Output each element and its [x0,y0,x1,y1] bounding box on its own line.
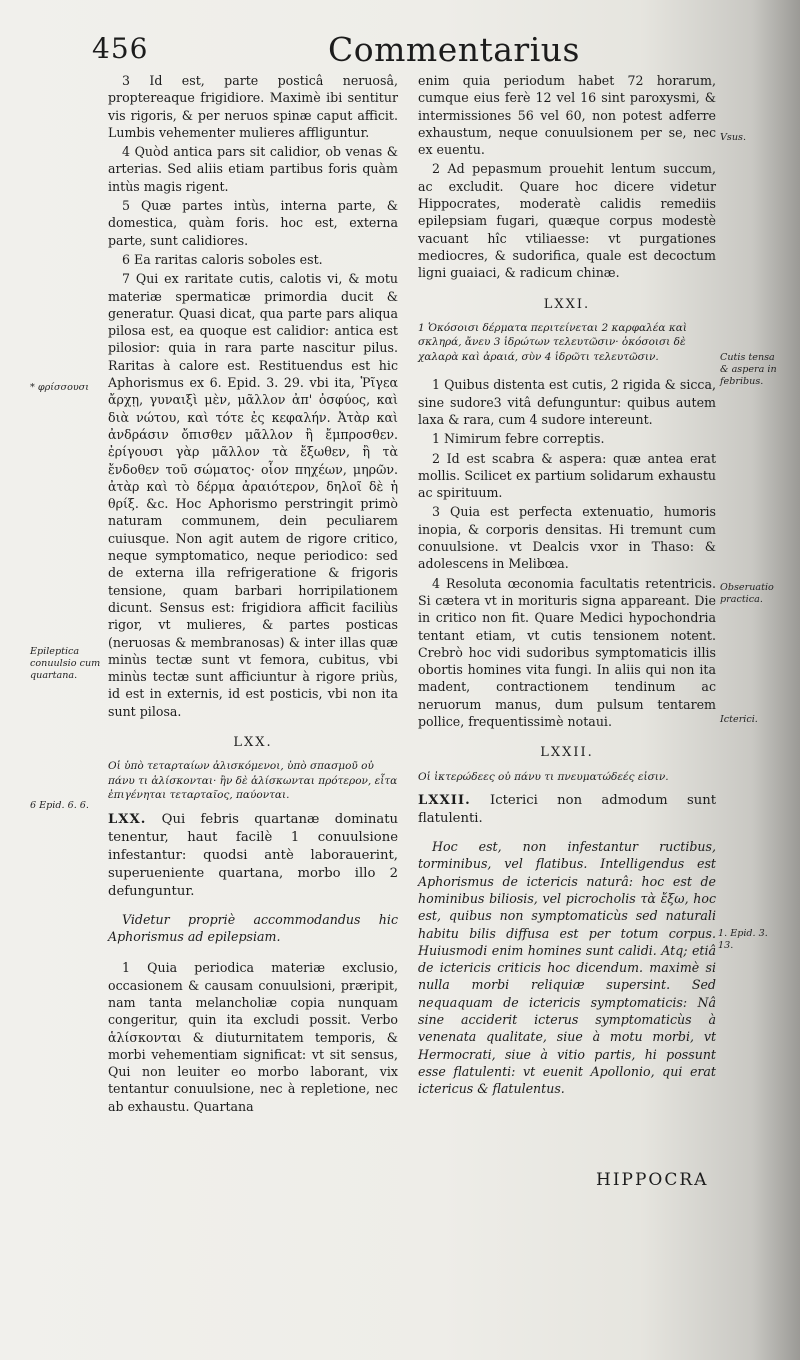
page-header [0,24,800,74]
margin-note-observatio: Obseruatio practica. [720,582,774,605]
margin-note-vsus: Vsus. [720,132,747,143]
commentary-paragraph: 1 Quibus distenta est cutis, 2 rigida & sicca, sine sudore3 vitâ defunguntur: quibus autem laxa & rara, cum 4 sudore intereunt. [418,377,716,427]
commentary-paragraph: 1 Quia periodica materiæ exclusio, occasionem & causam conuulsioni, præripit, nam tanta melancholiæ copia nunquam congeritur, quin ita excludi possit. Verbo ἁλίσκονται & diuturnitatem temporis, & morbi vehementiam significat: vt sit sensus, Qui non leuiter eo morbo laborant, vix tentantur conuulsione, nec à repletione, nec ab exhaustu. Quartana [108,960,398,1114]
running-title: Commentarius [328,30,580,69]
greek-text-lxxi: 1 Ὁκόσοισι δέρματα περιτείνεται 2 καρφαλέα καὶ σκληρά, ἄνευ 3 ἱδρώτων τελευτῶσιν· ὁκόσοισι δὲ χαλαρὰ καὶ ἀραιά, σὺν 4 ἱδρῶτι τελευτῶσιν. [418,321,687,363]
commentary-paragraph: 3 Id est, parte posticâ neruosâ, proptereaque frigidiore. Maximè ibi sentitur vis rigoris, & per neruos spinæ caput afficit. Lumbis vehementer mulieres affliguntur. [108,73,398,140]
left-column [108,72,398,1117]
greek-text-lxx: Οἱ ὑπὸ τεταρταίων ἀλισκόμενοι, ὑπὸ σπασμοῦ οὐ πάνυ τι ἁλίσκονται· ἢν δὲ ἁλίσκωνται πρότερον, εἶτα ἐπιγένηται τεταρταῖος, παύονται. [108,760,398,802]
margin-note-epid: 6 Epid. 6. 6. [30,800,89,811]
commentary-paragraph: 3 Quia est perfecta extenuatio, humoris inopia, & corporis densitas. Hi tremunt cum conuulsione. vt Dealcis vxor in Thaso: & adolescens in Melibœa. [418,504,716,572]
commentary-paragraph: 1 Nimirum febre correptis. [432,431,605,447]
margin-note-icterici: Icterici. [720,714,758,725]
aphorism-heading-lxx: LXX. [233,734,273,750]
commentary-paragraph: 2 Ad pepasmum prouehit lentum succum, ac excludit. Quare hoc dicere videtur Hippocrates, moderatè calidis remediis epilepsiam fugari, quæque corpus modestè vacuant hîc vtiliaesse: vt purgationes mediocres, & sudorifica, quale est decoctum ligni guaiaci, & radicum chinæ. [418,161,716,281]
aphorism-text: Icterici non admodum sunt flatulenti. [418,793,716,827]
aphorism-lemma-lxxii [418,792,716,828]
commentary-paragraph: 4 Resoluta œconomia facultatis retentricis. Si cætera vt in morituris signa appareant. Die in critico non fit. Quare Medici hypochondria tentant etiam, vt cutis tensionem notent. Crebrò hoc vidi sudoribus symptomaticis illis obortis homines vita fungi. In aliis qui non ita madent, contractionem tendinum ac neruorum manus, dum pulsum tentarem pollice, frequentissimè notaui. [418,575,716,729]
commentary-paragraph: 6 Ea raritas caloris soboles est. [122,251,323,267]
aphorism-number: LXX. [108,811,147,827]
commentary-paragraph: enim quia periodum habet 72 horarum, cumque eius ferè 12 vel 16 sint paroxysmi, & intermissiones 56 vel 60, non potest adferre exhaustum, neque conuulsionem per se, nec ex euentu. [418,73,716,158]
commentary-paragraph: 7 Qui ex raritate cutis, calotis vi, & motu materiæ spermaticæ primordia ducit & generatur. Quasi dicat, qua parte pars aliqua pilosa est, ea quoque est calidior: antica est pilosior: quia in rara parte nascitur pilus. Raritas à calore est. Restituendus est hic Aphorismus ex 6. Epid. 3. 29. vbi ita, Ῥῖγεα ἄρχῃ, γυναιξὶ μὲν, μᾶλλον ἀπ' ὀσφύος, καὶ διὰ νώτου, καὶ τότε ἐς κεφαλήν. Ἀτὰρ καὶ ἀνδράσιν ὄπισθεν μᾶλλον ἢ ἔμπροσθεν. ἐρίγουσι γὰρ μᾶλλον τὰ ἔξωθεν, ἢ τὰ ἔνδοθεν τοῦ σώματος· οἷον πηχέων, μηρῶν. ἀτὰρ καὶ τὸ δέρμα ἀραιότερον, δηλοῖ δὲ ἡ θρίξ. &c. Hoc Aphorismo perstringit primò naturam communem, dein peculiarem cuiusque. Non agit autem de rigore critico, neque symptomatico, neque periodico: sed de externa illa refrigeratione & frigoris tensione, quam barbari horripilationem dicunt. Sensus est: frigidiora afficit faciliùs rigor, vt mulieres, & partes posticas (neruosas & membranosas) & inter illas quæ minùs tectæ sunt vt femora, cubitus, vbi minùs tectæ sunt afficiuntur à rigore priùs, id est in externis, id est posticis, vbi non ita sunt pilosa. [108,271,398,719]
margin-note-epileptica: Epileptica conuulsio cum quartana. [30,646,101,681]
margin-note-greek: * φρίσσουσι [30,382,89,393]
page-number: 456 [92,32,149,65]
greek-text-lxxii: Οἱ ἰκτερώδεες οὐ πάνυ τι πνευματώδεές εἰσιν. [418,770,669,783]
catchword: HIPPOCRA [596,1170,709,1190]
aphorism-number: LXXII. [418,793,471,809]
margin-note-epid-right: 1. Epid. 3. 13. [718,928,768,951]
italic-gloss-lxxii: Hoc est, non infestantur ructibus, torminibus, vel flatibus. Intelligendus est Aphorismus de ictericis naturâ: hoc est de hominibus biliosis, vel picrocholis τὰ ἔξω, hoc est, quibus non symptomaticùs sed naturali habitu bilis diffusa est per totum corpus. Huiusmodi enim homines sunt calidi. Atq; etiâ de ictericis criticis hoc dicendum. maximè si nulla morbi reliquiæ supersint. Sed nequaquam de ictericis symptomaticis: Nâ sine acciderit icterus symptomaticùs à venenata qualitate, siue à motu morbi, vt Hermocrati, siue à vitio partis, hi possunt esse flatulenti: vt euenit Apollonio, qui erat ictericus & flatulentus. [418,839,716,1097]
commentary-paragraph: 4 Quòd antica pars sit calidior, ob venas & arterias. Sed aliis etiam partibus foris quàm intùs magis rigent. [108,144,398,194]
commentary-paragraph: 5 Quæ partes intùs, interna parte, & domestica, quàm foris. hoc est, externa parte, sunt calidiores. [108,198,398,248]
italic-gloss-lxx: Videtur propriè accommodandus hic Aphorismus ad epilepsiam. [108,911,398,945]
aphorism-heading-lxxii: LXXII. [540,745,594,761]
commentary-paragraph: 2 Id est scabra & aspera: quæ antea erat mollis. Scilicet ex partium solidarum exhaustu ac spirituum. [418,450,716,501]
aphorism-heading-lxxi: LXXI. [543,296,591,312]
aphorism-text: Qui febris quartanæ dominatu tenentur, haut facilè 1 conuulsione infestantur: quodsi antè laborauerint, superueniente quartana, morbo illo 2 defunguntur. [108,811,399,899]
margin-note-cutis: Cutis tensa & aspera in febribus. [720,352,777,387]
right-column [418,72,716,1100]
aphorism-lemma-lxx [108,811,398,901]
